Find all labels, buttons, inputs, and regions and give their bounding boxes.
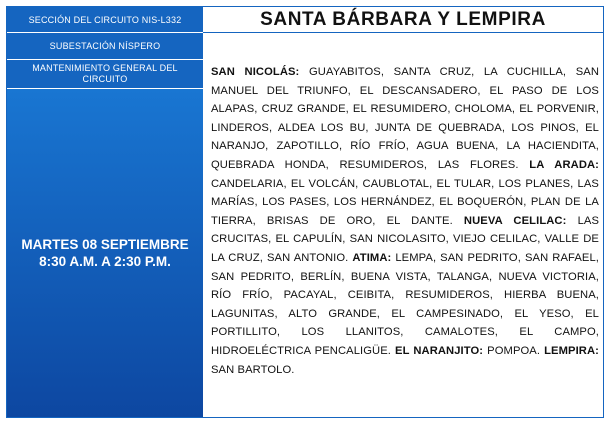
- area-name: SAN NICOLÁS:: [211, 66, 300, 78]
- date-block: [7, 89, 203, 417]
- area-name: ATIMA:: [352, 251, 392, 264]
- area-places: CANDELARIA, EL VOLCÁN, CAUBLOTAL, EL TULAR, LOS PLANES, LAS MARÍAS, LOS PASES, LOS HERNÁNDEZ, EL BOQUERÓN, PLAN DE LA TIERRA, BRISAS DE ORO, EL DANTE.: [211, 177, 599, 227]
- area-places: LEMPA, SAN PEDRITO, SAN RAFAEL, SAN PEDRITO, BERLÍN, BUENA VISTA, TALANGA, NUEVA VICTORIA, RÍO FRÍO, PACAYAL, CEIBITA, RESUMIDEROS, HIERBA BUENA, LAGUNITAS, ALTO GRANDE, EL CAMPESINADO, EL YESO, EL PORTILLITO, LOS LLANITOS, CAMALOTES, EL CAMPO, HIDROELÉCTRICA PENCALIGÜE.: [211, 251, 599, 357]
- schedule-panel: [7, 7, 203, 417]
- area-places: GUAYABITOS, SANTA CRUZ, LA CUCHILLA, SAN MANUEL DEL TRIUNFO, EL DESCANSADERO, EL PASO DE LOS ALAPAS, CRUZ GRANDE, EL RESUMIDERO, CHOLOMA, EL PORVENIR, LINDEROS, ALDEA LOS BU, JUNTA DE QUEBRADA, LOS PINOS, EL NARANJO, ZAPOTILLO, RÍO FRÍO, AGUA BUENA, LA HACIENDITA, QUEBRADA HONDA, RESUMIDEROS, LAS FLORES.: [211, 66, 599, 171]
- date-text: MARTES 08 SEPTIEMBRE: [21, 237, 189, 252]
- circuit-section-label: SECCIÓN DEL CIRCUITO NIS-L332: [7, 7, 203, 33]
- outage-card: [6, 6, 604, 418]
- substation-label: SUBESTACIÓN NÍSPERO: [7, 33, 203, 60]
- area-name: LEMPIRA:: [544, 344, 599, 357]
- maintenance-label: MANTENIMIENTO GENERAL DEL CIRCUITO: [7, 60, 203, 89]
- area-name: NUEVA CELILAC:: [463, 214, 567, 227]
- title-bar: [203, 7, 603, 33]
- area-places: LAS CRUCITAS, EL CAPULÍN, SAN NICOLASITO, VIEJO CELILAC, VALLE DE LA CRUZ, SAN ANTONIO.: [211, 214, 600, 264]
- area-places: POMPOA.: [487, 344, 541, 357]
- area-name: LA ARADA:: [529, 158, 599, 171]
- area-name: EL NARANJITO:: [395, 344, 484, 357]
- areas-panel: [203, 7, 603, 417]
- affected-areas-text: [211, 63, 599, 379]
- area-places: SAN BARTOLO.: [211, 363, 295, 376]
- page-title: SANTA BÁRBARA Y LEMPIRA: [260, 8, 546, 30]
- time-text: 8:30 A.M. A 2:30 P.M.: [39, 254, 171, 269]
